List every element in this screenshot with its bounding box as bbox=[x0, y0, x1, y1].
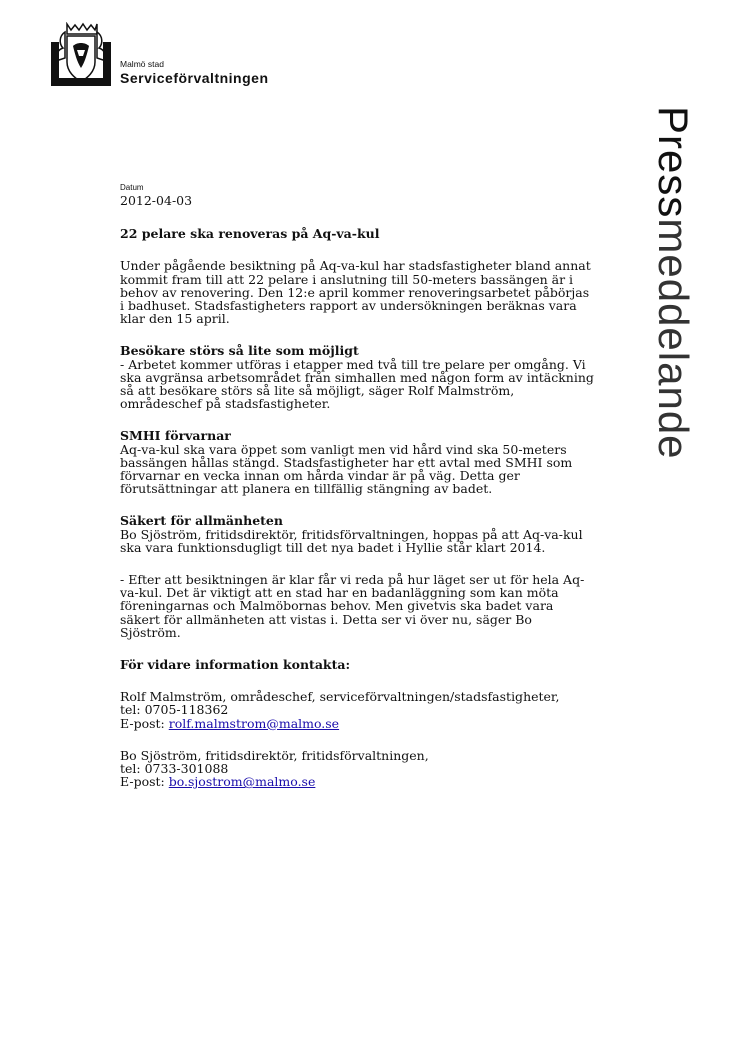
date-value: 2012-04-03 bbox=[120, 193, 193, 208]
vertical-title-part2: meddelande bbox=[650, 218, 697, 460]
contact-bo bbox=[120, 749, 595, 789]
section-safety bbox=[120, 514, 595, 554]
email-link-bo[interactable]: bo.sjostrom@malmo.se bbox=[168, 774, 316, 790]
headline: 22 pelare ska renoveras på Aq-va-kul bbox=[120, 226, 380, 242]
date-label: Datum bbox=[120, 183, 144, 192]
contact-rolf bbox=[120, 690, 595, 730]
section-visitors bbox=[120, 344, 595, 410]
section-title: Säkert för allmänheten bbox=[120, 513, 283, 529]
contact-phone: tel: 0733-301088 bbox=[120, 761, 229, 777]
email-label: E-post: bbox=[120, 774, 169, 790]
section-body: - Arbetet kommer utföras i etapper med två till tre pelare per omgång. Vi ska avgränsa arbetsområdet från simhallen med någon form av intäckning så att besökare störs så lite så möjligt, säger Rolf Malmström, områdeschef på stadsfastigheter. bbox=[120, 356, 594, 412]
contact-name: Rolf Malmström, områdeschef, serviceförvaltningen/stadsfastigheter, bbox=[120, 689, 560, 705]
press-release-vertical-title bbox=[628, 106, 708, 556]
malmo-coat-of-arms-logo bbox=[51, 22, 111, 86]
contact-name: Bo Sjöström, fritidsdirektör, fritidsförvaltningen, bbox=[120, 747, 429, 763]
section-title: SMHI förvarnar bbox=[120, 428, 231, 444]
contact-email-line bbox=[120, 775, 595, 788]
org-name-department: Serviceförvaltningen bbox=[120, 70, 269, 86]
contact-email-line bbox=[120, 717, 595, 730]
section-title: Besökare störs så lite som möjligt bbox=[120, 343, 359, 359]
quote-paragraph: - Efter att besiktningen är klar får vi reda på hur läget ser ut för hela Aq-va-kul. Det är viktigt att en stad har en badanläggning som kan möta föreningarnas och Malmöbornas behov. Men givetvis ska badet vara säkert för allmänheten att vistas i. Detta ser vi över nu, säger Bo Sjöström. bbox=[120, 572, 585, 640]
document-body bbox=[120, 182, 595, 789]
section-body: Bo Sjöström, fritidsdirektör, fritidsförvaltningen, hoppas på att Aq-va-kul ska vara funktionsdugligt till det nya badet i Hyllie står klart 2014. bbox=[120, 526, 583, 555]
email-label: E-post: bbox=[120, 715, 169, 731]
section-body: Aq-va-kul ska vara öppet som vanligt men vid hård vind ska 50-meters bassängen hållas stängd. Stadsfastigheter har ett avtal med SMHI som förvarnar en vecka innan om hårda vindar är på väg. Detta ger förutsättningar att planera en tillfällig stängning av badet. bbox=[120, 441, 573, 497]
intro-paragraph: Under pågående besiktning på Aq-va-kul har stadsfastigheter bland annat kommit fram till att 22 pelare i anslutning till 50-meters bassängen är i behov av renovering. Den 12:e april kommer renoveringsarbetet påbörjas i badhuset. Stadsfastigheters rapport av undersökningen beräknas vara klar den 15 april. bbox=[120, 258, 591, 327]
vertical-title-part1: Press bbox=[650, 106, 697, 219]
contact-heading: För vidare information kontakta: bbox=[120, 657, 351, 673]
org-name-small: Malmö stad bbox=[120, 59, 164, 69]
section-smhi bbox=[120, 429, 595, 495]
email-link-rolf[interactable]: rolf.malmstrom@malmo.se bbox=[168, 715, 340, 731]
contact-phone: tel: 0705-118362 bbox=[120, 702, 229, 718]
